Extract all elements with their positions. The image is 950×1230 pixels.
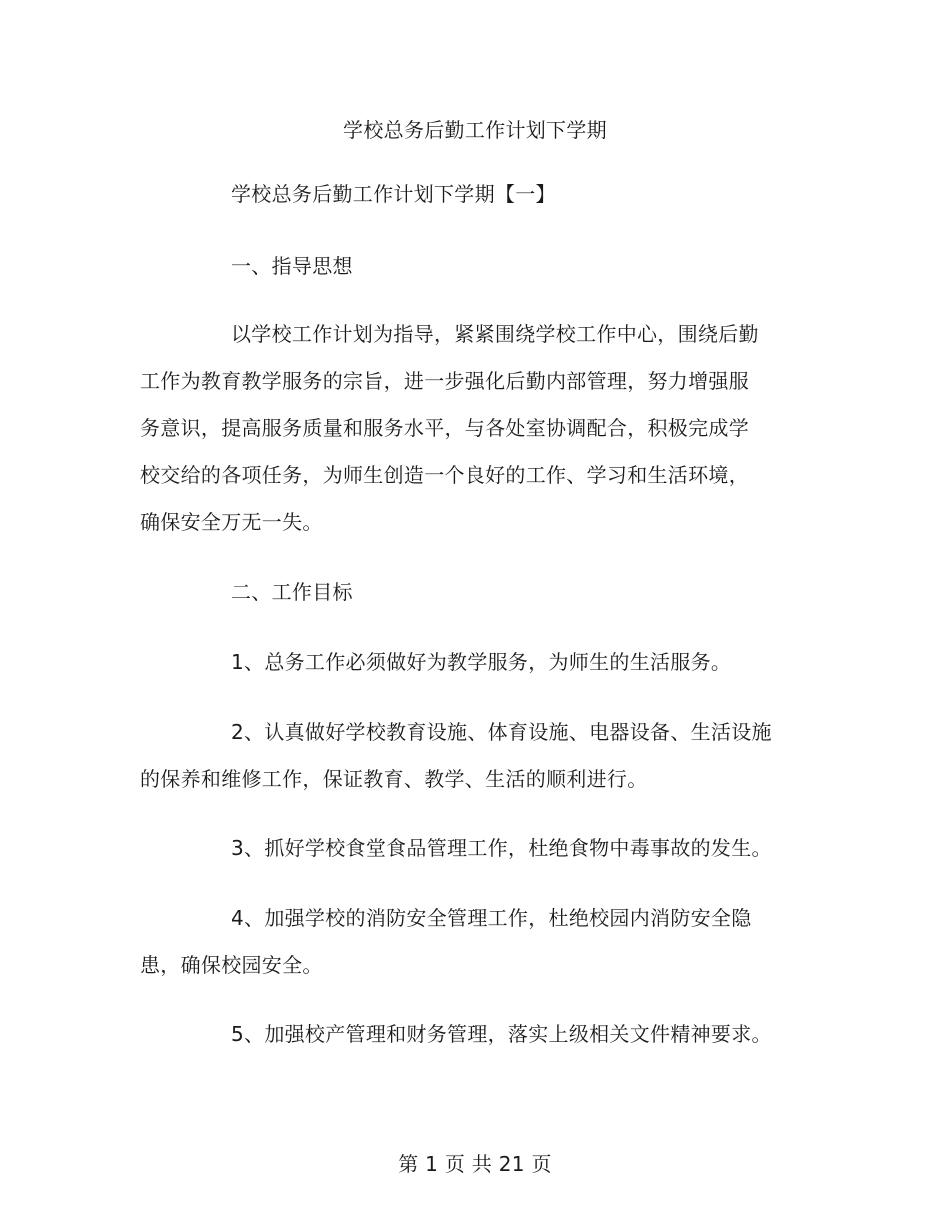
goal-item-5: 5、加强校产管理和财务管理，落实上级相关文件精神要求。 (231, 1022, 772, 1046)
paragraph-line: 的保养和维修工作，保证教育、教学、生活的顺利进行。 (140, 767, 648, 791)
paragraph-line: 校交给的各项任务，为师生创造一个良好的工作、学习和生活环境， (140, 463, 749, 487)
paragraph-line: 务意识，提高服务质量和服务水平，与各处室协调配合，积极完成学 (140, 416, 749, 440)
paragraph-line: 患，确保校园安全。 (140, 953, 323, 977)
goal-item-3: 3、抓好学校食堂食品管理工作，杜绝食物中毒事故的发生。 (231, 836, 772, 860)
paragraph-line: 确保安全万无一失。 (140, 510, 323, 534)
paragraph-line: 以学校工作计划为指导，紧紧围绕学校工作中心，围绕后勤 (231, 322, 759, 346)
paragraph-line: 工作为教育教学服务的宗旨，进一步强化后勤内部管理，努力增强服 (140, 369, 749, 393)
document-title: 学校总务后勤工作计划下学期 (343, 118, 607, 142)
paragraph-line: 2、认真做好学校教育设施、体育设施、电器设备、生活设施 (231, 720, 772, 744)
document-subtitle: 学校总务后勤工作计划下学期【一】 (231, 182, 556, 206)
section-heading-work-goals: 二、工作目标 (231, 580, 353, 604)
section-heading-guiding-ideology: 一、指导思想 (231, 254, 353, 278)
page-number-footer: 第 1 页 共 21 页 (398, 1152, 552, 1176)
paragraph-line: 4、加强学校的消防安全管理工作，杜绝校园内消防安全隐 (231, 906, 752, 930)
goal-item-1: 1、总务工作必须做好为教学服务，为师生的生活服务。 (231, 650, 732, 674)
